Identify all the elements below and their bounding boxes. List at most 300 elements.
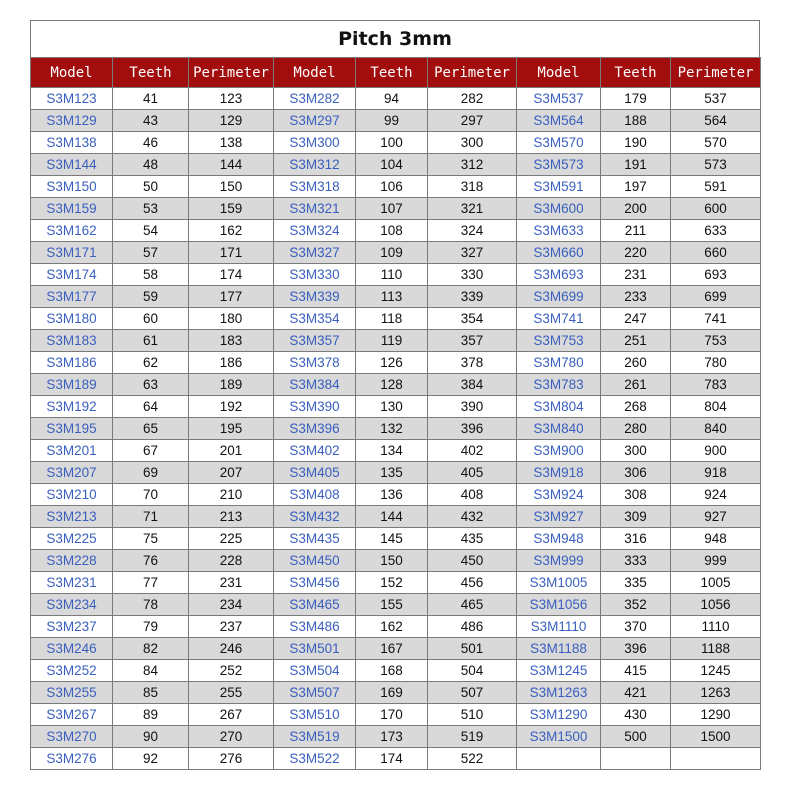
teeth-cell: 41 [113, 88, 189, 110]
model-cell: S3M189 [31, 374, 113, 396]
perimeter-cell: 171 [189, 242, 274, 264]
model-cell: S3M693 [517, 264, 601, 286]
header-teeth-1: Teeth [113, 58, 189, 88]
teeth-cell: 90 [113, 726, 189, 748]
perimeter-cell: 501 [428, 638, 517, 660]
perimeter-cell: 408 [428, 484, 517, 506]
teeth-cell: 82 [113, 638, 189, 660]
model-cell: S3M780 [517, 352, 601, 374]
perimeter-cell: 192 [189, 396, 274, 418]
perimeter-cell: 246 [189, 638, 274, 660]
perimeter-cell: 207 [189, 462, 274, 484]
model-cell: S3M339 [274, 286, 356, 308]
teeth-cell: 57 [113, 242, 189, 264]
perimeter-cell: 522 [428, 748, 517, 770]
model-cell: S3M330 [274, 264, 356, 286]
table-row [31, 132, 761, 154]
perimeter-cell: 564 [671, 110, 761, 132]
perimeter-cell: 924 [671, 484, 761, 506]
perimeter-cell: 918 [671, 462, 761, 484]
teeth-cell: 168 [356, 660, 428, 682]
model-cell: S3M573 [517, 154, 601, 176]
model-cell: S3M384 [274, 374, 356, 396]
perimeter-cell: 396 [428, 418, 517, 440]
perimeter-cell: 402 [428, 440, 517, 462]
teeth-cell: 94 [356, 88, 428, 110]
table-title: Pitch 3mm [30, 20, 760, 57]
perimeter-cell: 486 [428, 616, 517, 638]
teeth-cell: 92 [113, 748, 189, 770]
teeth-cell: 64 [113, 396, 189, 418]
model-cell [517, 748, 601, 770]
perimeter-cell: 1290 [671, 704, 761, 726]
header-perimeter-3: Perimeter [671, 58, 761, 88]
table-row [31, 506, 761, 528]
teeth-cell: 261 [601, 374, 671, 396]
perimeter-cell: 405 [428, 462, 517, 484]
teeth-cell: 396 [601, 638, 671, 660]
header-perimeter-1: Perimeter [189, 58, 274, 88]
teeth-cell: 280 [601, 418, 671, 440]
model-cell: S3M201 [31, 440, 113, 462]
perimeter-cell: 129 [189, 110, 274, 132]
teeth-cell: 155 [356, 594, 428, 616]
model-cell: S3M318 [274, 176, 356, 198]
model-cell: S3M195 [31, 418, 113, 440]
perimeter-cell: 267 [189, 704, 274, 726]
model-cell: S3M402 [274, 440, 356, 462]
model-cell: S3M228 [31, 550, 113, 572]
teeth-cell: 110 [356, 264, 428, 286]
perimeter-cell: 162 [189, 220, 274, 242]
perimeter-cell: 783 [671, 374, 761, 396]
teeth-cell: 128 [356, 374, 428, 396]
teeth-cell: 308 [601, 484, 671, 506]
model-cell: S3M507 [274, 682, 356, 704]
teeth-cell: 119 [356, 330, 428, 352]
perimeter-cell: 144 [189, 154, 274, 176]
model-cell: S3M144 [31, 154, 113, 176]
model-cell: S3M1290 [517, 704, 601, 726]
teeth-cell: 65 [113, 418, 189, 440]
header-teeth-2: Teeth [356, 58, 428, 88]
teeth-cell: 162 [356, 616, 428, 638]
perimeter-cell: 432 [428, 506, 517, 528]
model-cell: S3M753 [517, 330, 601, 352]
perimeter-cell: 519 [428, 726, 517, 748]
perimeter-cell: 180 [189, 308, 274, 330]
perimeter-cell: 213 [189, 506, 274, 528]
teeth-cell: 76 [113, 550, 189, 572]
belt-size-table [30, 57, 761, 770]
model-cell: S3M282 [274, 88, 356, 110]
model-cell: S3M804 [517, 396, 601, 418]
perimeter-cell: 660 [671, 242, 761, 264]
teeth-cell: 188 [601, 110, 671, 132]
perimeter-cell: 354 [428, 308, 517, 330]
table-row [31, 396, 761, 418]
table-row [31, 374, 761, 396]
teeth-cell: 316 [601, 528, 671, 550]
model-cell: S3M312 [274, 154, 356, 176]
table-row [31, 286, 761, 308]
teeth-cell: 335 [601, 572, 671, 594]
perimeter-cell: 435 [428, 528, 517, 550]
model-cell: S3M633 [517, 220, 601, 242]
model-cell: S3M378 [274, 352, 356, 374]
teeth-cell: 130 [356, 396, 428, 418]
teeth-cell: 170 [356, 704, 428, 726]
model-cell: S3M270 [31, 726, 113, 748]
model-cell: S3M255 [31, 682, 113, 704]
perimeter-cell: 225 [189, 528, 274, 550]
model-cell: S3M231 [31, 572, 113, 594]
model-cell: S3M405 [274, 462, 356, 484]
teeth-cell: 309 [601, 506, 671, 528]
model-cell: S3M510 [274, 704, 356, 726]
model-cell: S3M591 [517, 176, 601, 198]
model-cell: S3M300 [274, 132, 356, 154]
model-cell: S3M180 [31, 308, 113, 330]
teeth-cell: 99 [356, 110, 428, 132]
perimeter-cell: 339 [428, 286, 517, 308]
perimeter-cell: 282 [428, 88, 517, 110]
teeth-cell: 220 [601, 242, 671, 264]
model-cell: S3M600 [517, 198, 601, 220]
perimeter-cell: 324 [428, 220, 517, 242]
teeth-cell: 54 [113, 220, 189, 242]
perimeter-cell: 507 [428, 682, 517, 704]
model-cell: S3M183 [31, 330, 113, 352]
teeth-cell: 48 [113, 154, 189, 176]
teeth-cell: 352 [601, 594, 671, 616]
teeth-cell: 85 [113, 682, 189, 704]
teeth-cell: 70 [113, 484, 189, 506]
table-row [31, 462, 761, 484]
perimeter-cell: 699 [671, 286, 761, 308]
model-cell: S3M450 [274, 550, 356, 572]
model-cell: S3M297 [274, 110, 356, 132]
teeth-cell: 89 [113, 704, 189, 726]
teeth-cell: 233 [601, 286, 671, 308]
teeth-cell: 59 [113, 286, 189, 308]
model-cell: S3M408 [274, 484, 356, 506]
perimeter-cell: 189 [189, 374, 274, 396]
teeth-cell: 67 [113, 440, 189, 462]
header-row [31, 58, 761, 88]
teeth-cell: 106 [356, 176, 428, 198]
model-cell: S3M660 [517, 242, 601, 264]
teeth-cell: 152 [356, 572, 428, 594]
table-row [31, 198, 761, 220]
perimeter-cell: 159 [189, 198, 274, 220]
perimeter-cell: 600 [671, 198, 761, 220]
model-cell: S3M177 [31, 286, 113, 308]
table-row [31, 528, 761, 550]
model-cell: S3M999 [517, 550, 601, 572]
teeth-cell: 71 [113, 506, 189, 528]
teeth-cell: 60 [113, 308, 189, 330]
model-cell: S3M900 [517, 440, 601, 462]
table-row [31, 308, 761, 330]
perimeter-cell: 384 [428, 374, 517, 396]
model-cell: S3M357 [274, 330, 356, 352]
model-cell: S3M321 [274, 198, 356, 220]
table-row [31, 726, 761, 748]
perimeter-cell: 741 [671, 308, 761, 330]
model-cell: S3M1500 [517, 726, 601, 748]
pitch-table-container [30, 20, 760, 770]
teeth-cell: 415 [601, 660, 671, 682]
teeth-cell: 53 [113, 198, 189, 220]
model-cell: S3M741 [517, 308, 601, 330]
perimeter-cell: 228 [189, 550, 274, 572]
perimeter-cell: 591 [671, 176, 761, 198]
teeth-cell: 430 [601, 704, 671, 726]
model-cell: S3M840 [517, 418, 601, 440]
perimeter-cell: 210 [189, 484, 274, 506]
teeth-cell: 61 [113, 330, 189, 352]
teeth-cell: 191 [601, 154, 671, 176]
model-cell: S3M252 [31, 660, 113, 682]
perimeter-cell: 330 [428, 264, 517, 286]
perimeter-cell: 231 [189, 572, 274, 594]
model-cell: S3M390 [274, 396, 356, 418]
model-cell: S3M162 [31, 220, 113, 242]
teeth-cell: 179 [601, 88, 671, 110]
model-cell: S3M537 [517, 88, 601, 110]
perimeter-cell: 201 [189, 440, 274, 462]
perimeter-cell: 357 [428, 330, 517, 352]
teeth-cell: 118 [356, 308, 428, 330]
table-row [31, 352, 761, 374]
model-cell: S3M246 [31, 638, 113, 660]
teeth-cell: 46 [113, 132, 189, 154]
perimeter-cell: 948 [671, 528, 761, 550]
model-cell: S3M564 [517, 110, 601, 132]
perimeter-cell: 927 [671, 506, 761, 528]
teeth-cell: 306 [601, 462, 671, 484]
model-cell: S3M519 [274, 726, 356, 748]
model-cell: S3M129 [31, 110, 113, 132]
perimeter-cell: 186 [189, 352, 274, 374]
teeth-cell: 231 [601, 264, 671, 286]
teeth-cell: 79 [113, 616, 189, 638]
table-row [31, 616, 761, 638]
model-cell: S3M783 [517, 374, 601, 396]
teeth-cell: 260 [601, 352, 671, 374]
model-cell: S3M570 [517, 132, 601, 154]
model-cell: S3M234 [31, 594, 113, 616]
perimeter-cell: 570 [671, 132, 761, 154]
model-cell: S3M267 [31, 704, 113, 726]
teeth-cell: 113 [356, 286, 428, 308]
model-cell: S3M456 [274, 572, 356, 594]
table-row [31, 638, 761, 660]
teeth-cell: 500 [601, 726, 671, 748]
teeth-cell: 197 [601, 176, 671, 198]
perimeter-cell: 456 [428, 572, 517, 594]
perimeter-cell: 276 [189, 748, 274, 770]
perimeter-cell: 804 [671, 396, 761, 418]
teeth-cell: 43 [113, 110, 189, 132]
model-cell: S3M123 [31, 88, 113, 110]
teeth-cell: 174 [356, 748, 428, 770]
header-model-3: Model [517, 58, 601, 88]
perimeter-cell: 321 [428, 198, 517, 220]
model-cell: S3M327 [274, 242, 356, 264]
perimeter-cell: 840 [671, 418, 761, 440]
teeth-cell: 169 [356, 682, 428, 704]
perimeter-cell: 573 [671, 154, 761, 176]
table-row [31, 440, 761, 462]
perimeter-cell: 1110 [671, 616, 761, 638]
header-model-1: Model [31, 58, 113, 88]
teeth-cell: 421 [601, 682, 671, 704]
perimeter-cell: 252 [189, 660, 274, 682]
perimeter-cell: 510 [428, 704, 517, 726]
perimeter-cell: 1500 [671, 726, 761, 748]
teeth-cell: 50 [113, 176, 189, 198]
perimeter-cell: 504 [428, 660, 517, 682]
perimeter-cell: 633 [671, 220, 761, 242]
model-cell: S3M159 [31, 198, 113, 220]
teeth-cell: 77 [113, 572, 189, 594]
teeth-cell: 100 [356, 132, 428, 154]
perimeter-cell: 390 [428, 396, 517, 418]
model-cell: S3M276 [31, 748, 113, 770]
table-row [31, 220, 761, 242]
perimeter-cell: 1005 [671, 572, 761, 594]
perimeter-cell: 177 [189, 286, 274, 308]
perimeter-cell: 237 [189, 616, 274, 638]
teeth-cell: 167 [356, 638, 428, 660]
model-cell: S3M237 [31, 616, 113, 638]
perimeter-cell: 318 [428, 176, 517, 198]
table-row [31, 572, 761, 594]
perimeter-cell: 234 [189, 594, 274, 616]
table-row [31, 682, 761, 704]
model-cell: S3M1188 [517, 638, 601, 660]
teeth-cell: 190 [601, 132, 671, 154]
teeth-cell: 84 [113, 660, 189, 682]
perimeter-cell: 300 [428, 132, 517, 154]
model-cell: S3M186 [31, 352, 113, 374]
perimeter-cell: 1245 [671, 660, 761, 682]
perimeter-cell: 465 [428, 594, 517, 616]
model-cell: S3M924 [517, 484, 601, 506]
model-cell: S3M1005 [517, 572, 601, 594]
perimeter-cell: 1188 [671, 638, 761, 660]
teeth-cell: 136 [356, 484, 428, 506]
model-cell: S3M504 [274, 660, 356, 682]
perimeter-cell: 900 [671, 440, 761, 462]
table-row [31, 660, 761, 682]
model-cell: S3M948 [517, 528, 601, 550]
model-cell: S3M174 [31, 264, 113, 286]
perimeter-cell: 780 [671, 352, 761, 374]
perimeter-cell: 327 [428, 242, 517, 264]
model-cell: S3M396 [274, 418, 356, 440]
model-cell: S3M918 [517, 462, 601, 484]
model-cell: S3M1245 [517, 660, 601, 682]
model-cell: S3M324 [274, 220, 356, 242]
model-cell: S3M699 [517, 286, 601, 308]
perimeter-cell: 537 [671, 88, 761, 110]
model-cell: S3M435 [274, 528, 356, 550]
perimeter-cell [671, 748, 761, 770]
perimeter-cell: 693 [671, 264, 761, 286]
table-row [31, 748, 761, 770]
perimeter-cell: 270 [189, 726, 274, 748]
teeth-cell: 200 [601, 198, 671, 220]
table-row [31, 484, 761, 506]
model-cell: S3M1056 [517, 594, 601, 616]
perimeter-cell: 1263 [671, 682, 761, 704]
teeth-cell: 247 [601, 308, 671, 330]
teeth-cell: 75 [113, 528, 189, 550]
header-model-2: Model [274, 58, 356, 88]
perimeter-cell: 999 [671, 550, 761, 572]
teeth-cell: 78 [113, 594, 189, 616]
teeth-cell: 107 [356, 198, 428, 220]
teeth-cell: 211 [601, 220, 671, 242]
model-cell: S3M1263 [517, 682, 601, 704]
model-cell: S3M465 [274, 594, 356, 616]
perimeter-cell: 183 [189, 330, 274, 352]
table-row [31, 550, 761, 572]
table-row [31, 594, 761, 616]
perimeter-cell: 297 [428, 110, 517, 132]
table-row [31, 418, 761, 440]
teeth-cell: 173 [356, 726, 428, 748]
table-row [31, 88, 761, 110]
teeth-cell: 62 [113, 352, 189, 374]
table-row [31, 264, 761, 286]
perimeter-cell: 255 [189, 682, 274, 704]
teeth-cell: 135 [356, 462, 428, 484]
model-cell: S3M171 [31, 242, 113, 264]
perimeter-cell: 123 [189, 88, 274, 110]
model-cell: S3M150 [31, 176, 113, 198]
perimeter-cell: 753 [671, 330, 761, 352]
model-cell: S3M207 [31, 462, 113, 484]
perimeter-cell: 450 [428, 550, 517, 572]
perimeter-cell: 174 [189, 264, 274, 286]
teeth-cell: 132 [356, 418, 428, 440]
perimeter-cell: 150 [189, 176, 274, 198]
model-cell: S3M225 [31, 528, 113, 550]
teeth-cell: 145 [356, 528, 428, 550]
teeth-cell: 300 [601, 440, 671, 462]
teeth-cell: 251 [601, 330, 671, 352]
model-cell: S3M501 [274, 638, 356, 660]
teeth-cell: 150 [356, 550, 428, 572]
teeth-cell: 63 [113, 374, 189, 396]
table-row [31, 110, 761, 132]
table-row [31, 242, 761, 264]
teeth-cell: 58 [113, 264, 189, 286]
teeth-cell: 108 [356, 220, 428, 242]
perimeter-cell: 378 [428, 352, 517, 374]
model-cell: S3M210 [31, 484, 113, 506]
teeth-cell: 109 [356, 242, 428, 264]
teeth-cell: 69 [113, 462, 189, 484]
model-cell: S3M138 [31, 132, 113, 154]
model-cell: S3M522 [274, 748, 356, 770]
perimeter-cell: 138 [189, 132, 274, 154]
header-teeth-3: Teeth [601, 58, 671, 88]
